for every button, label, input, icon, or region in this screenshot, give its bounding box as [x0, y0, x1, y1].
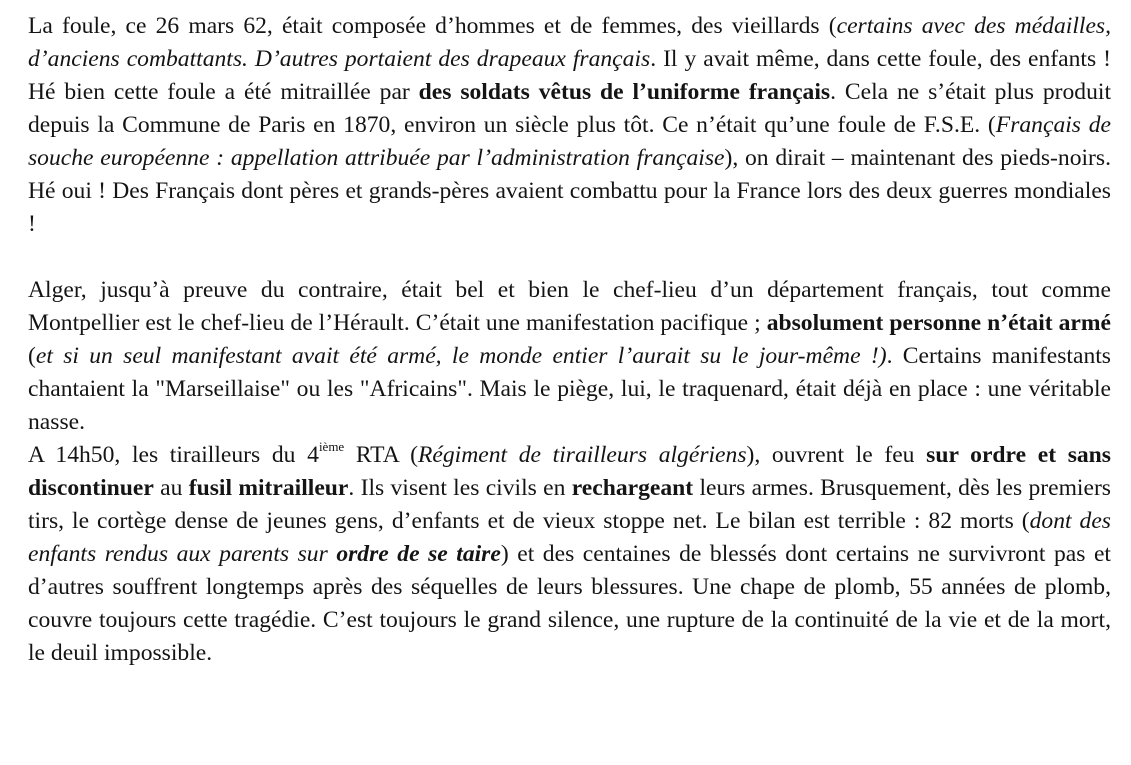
text-run: ), on dirait – maintenant des pieds-noirs. Hé oui ! Des Français dont pères et grands-pères avaient combattu pour la France lors des deux guerres mondiales !: [28, 145, 1111, 237]
superscript-text: ième: [318, 439, 345, 454]
text-run: La foule, ce 26 mars 62, était composée d’hommes et de femmes, des vieillards (: [28, 13, 837, 39]
italic-text-run: Régiment de tirailleurs algériens: [417, 442, 747, 468]
italic-text-run: Français de souche européenne : appellation attribuée par l’administration française: [28, 112, 1111, 171]
text-run: ) et des centaines de blessés dont certains ne survivront pas et d’autres souffrent longtemps après des séquelles de leurs blessures. Une chape de plomb, 55 années de plomb, couvre toujours cette tragédie. C’est toujours le grand silence, une rupture de la continuité de la vie et de la mort, le deuil impossible.: [28, 541, 1111, 666]
text-run: RTA (: [344, 442, 418, 468]
text-run: (: [28, 343, 36, 369]
text-run: Alger, jusqu’à preuve du contraire, était bel et bien le chef-lieu d’un département français, tout comme Montpellier est le chef-lieu de l’Hérault. C’était une manifestation pacifique ;: [28, 277, 1111, 336]
paragraph-spacer: [28, 241, 1111, 274]
text-run: . Ils visent les civils en: [348, 475, 572, 501]
bold-text-run: fusil mitrailleur: [188, 475, 349, 501]
text-run: leurs armes. Brusquement, dès les premiers tirs, le cortège dense de jeunes gens, d’enfants et de vieux stoppe net. Le bilan est terrible : 82 morts (: [28, 475, 1111, 534]
italic-text-run: certains avec des médailles, d’anciens combattants. D’autres portaient des drapeaux français: [28, 13, 1111, 72]
italic-text-run: dont des enfants rendus aux parents sur: [28, 508, 1111, 567]
bold-text-run: rechargeant: [571, 475, 694, 501]
paragraph-fusillade: [28, 439, 1111, 670]
text-run: A 14h50, les tirailleurs du 4: [28, 442, 319, 468]
text-run: . Il y avait même, dans cette foule, des enfants ! Hé bien cette foule a été mitraillée par: [28, 46, 1111, 105]
bold-italic-text-run: ordre de se taire: [336, 541, 501, 567]
bold-text-run: sur ordre et sans discontinuer: [28, 442, 1111, 501]
text-run: au: [153, 475, 189, 501]
text-run: ), ouvrent le feu: [746, 442, 927, 468]
text-run: . Cela ne s’était plus produit depuis la Commune de Paris en 1870, environ un siècle plus tôt. Ce n’était qu’une foule de F.S.E. (: [28, 79, 1112, 138]
bold-text-run: absolument personne n’était armé: [766, 310, 1112, 336]
text-run: . Certains manifestants chantaient la "Marseillaise" ou les "Africains". Mais le piège, lui, le traquenard, était déjà en place : une véritable nasse.: [28, 343, 1111, 435]
bold-text-run: des soldats vêtus de l’uniforme français: [418, 79, 831, 105]
paragraph-foule: [28, 10, 1111, 241]
italic-text-run: et si un seul manifestant avait été armé, le monde entier l’aurait su le jour-même !): [35, 343, 887, 369]
paragraph-alger: [28, 274, 1111, 439]
